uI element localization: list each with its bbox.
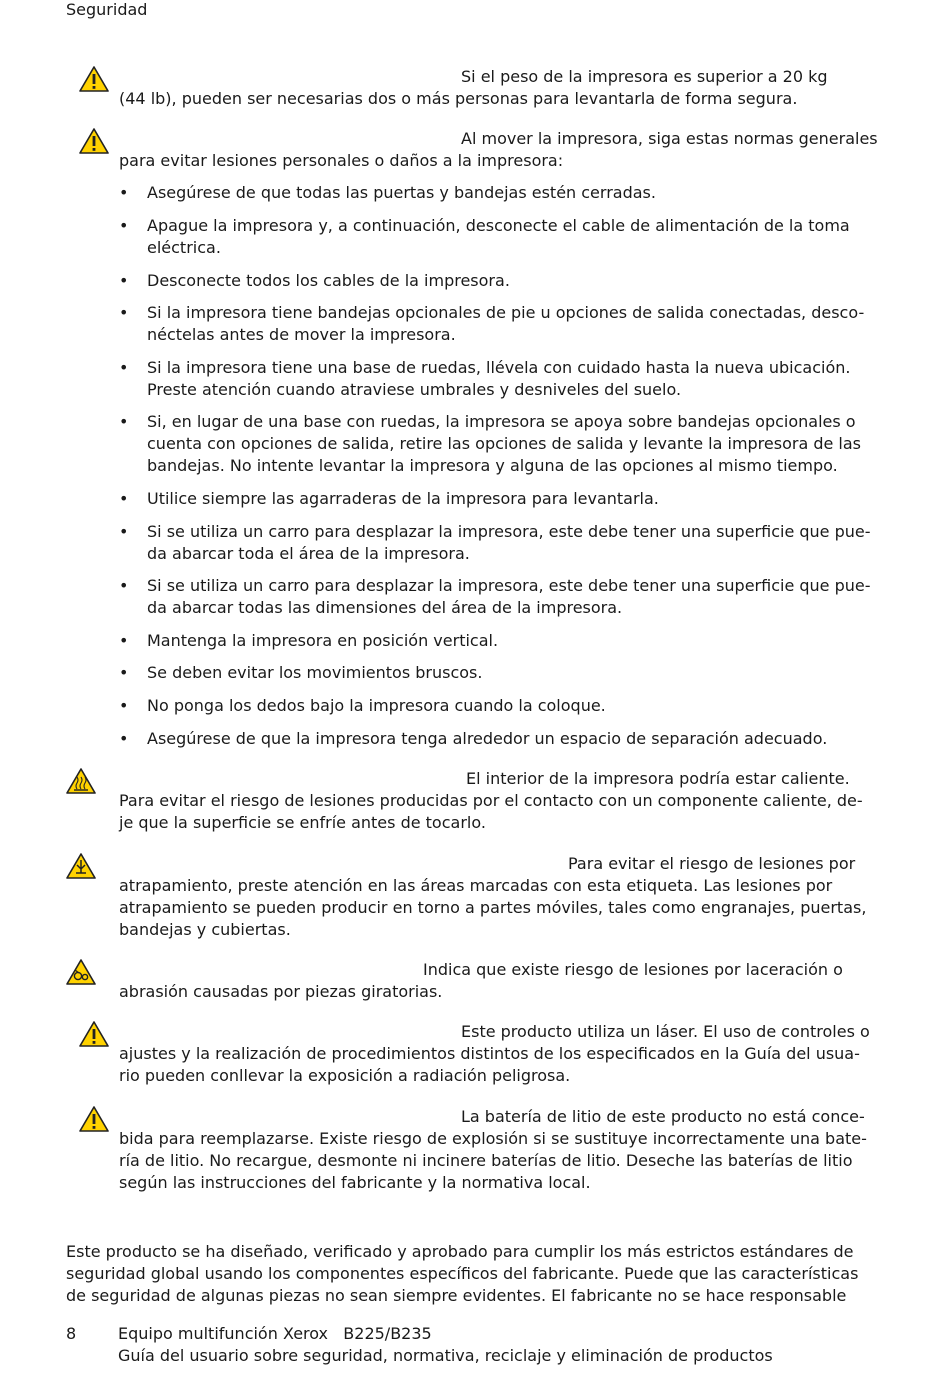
list-item: • Si se utiliza un carro para desplazar la impresora, este debe tener una superficie que pue-da abarcar toda el área de la impresora.: [119, 521, 885, 565]
pinch-hazard-icon: [66, 853, 96, 879]
hot-surface-icon: [66, 768, 96, 794]
list-item: • Si se utiliza un carro para desplazar la impresora, este debe tener una superficie que pue-da abarcar todas las dimensiones del área de la impresora.: [119, 575, 885, 619]
list-item: • Si la impresora tiene una base de ruedas, llévela con cuidado hasta la nueva ubicación. Preste atención cuando atraviese umbrales y desniveles del suelo.: [119, 357, 885, 401]
rotating-parts-icon: [66, 959, 96, 985]
running-header: Seguridad: [66, 0, 148, 19]
page-number: 8: [66, 1324, 77, 1343]
list-item: • No ponga los dedos bajo la impresora cuando la coloque.: [119, 695, 885, 717]
warning-triangle-icon: [79, 66, 109, 92]
list-item: • Se deben evitar los movimientos bruscos.: [119, 662, 885, 684]
hazard-hot-surface: El interior de la impresora podría estar caliente. Para evitar el riesgo de lesiones producidas por el contacto con un componente caliente, de- je que la superficie se enfríe antes de tocarlo.: [119, 769, 863, 832]
list-item: • Apague la impresora y, a continuación, desconecte el cable de alimentación de la toma eléctrica.: [119, 215, 885, 259]
list-item: • Si, en lugar de una base con ruedas, la impresora se apoya sobre bandejas opcionales o cuenta con opciones de salida, retire las opciones de salida y levante la impresora de las bandejas. No intente levantar la impresora y alguna de las opciones al mismo tiempo.: [119, 411, 885, 477]
list-item: • Utilice siempre las agarraderas de la impresora para levantarla.: [119, 488, 885, 510]
footer-product: Equipo multifunción Xerox B225/B235: [118, 1324, 432, 1343]
safety-standards-paragraph: Este producto se ha diseñado, verificado y aprobado para cumplir los más estrictos estándares de seguridad global usando los componentes específicos del fabricante. Puede que las características de seguridad de algunas piezas no sean siempre evidentes. El fabricante no se hace responsable: [66, 1242, 859, 1305]
list-item: • Mantenga la impresora en posición vertical.: [119, 630, 885, 652]
hazard-laser: Este producto utiliza un láser. El uso de controles o ajustes y la realización de procedimientos distintos de los especificados en la Guía del usua- rio pueden conllevar la exposición a radiación peligrosa.: [119, 1022, 870, 1085]
footer-guide-title: Guía del usuario sobre seguridad, normativa, reciclaje y eliminación de productos: [118, 1346, 773, 1365]
hazard-battery: La batería de litio de este producto no está conce- bida para reemplazarse. Existe riesgo de explosión si se sustituye incorrectamente una bate- ría de litio. No recargue, desmonte ni incinere baterías de litio. Deseche las baterías de litio según las instrucciones del fabricante y la normativa local.: [119, 1107, 867, 1192]
warning-moving: Al mover la impresora, siga estas normas generales para evitar lesiones personales o daños a la impresora:: [119, 129, 878, 170]
hazard-rotating: Indica que existe riesgo de lesiones por laceración o abrasión causadas por piezas giratorias.: [119, 960, 843, 1001]
list-item: • Asegúrese de que todas las puertas y bandejas estén cerradas.: [119, 182, 885, 204]
warning-triangle-icon: [79, 128, 109, 154]
list-item: • Asegúrese de que la impresora tenga alrededor un espacio de separación adecuado.: [119, 728, 885, 750]
list-item: • Desconecte todos los cables de la impresora.: [119, 270, 885, 292]
warning-triangle-icon: [79, 1021, 109, 1047]
warning-weight: Si el peso de la impresora es superior a 20 kg (44 lb), pueden ser necesarias dos o más personas para levantarla de forma segura.: [119, 67, 828, 108]
list-item: • Si la impresora tiene bandejas opcionales de pie u opciones de salida conectadas, desco-néctelas antes de mover la impresora.: [119, 302, 885, 346]
hazard-pinch: Para evitar el riesgo de lesiones por atrapamiento, preste atención en las áreas marcadas con esta etiqueta. Las lesiones por atrapamiento se pueden producir en torno a partes móviles, tales como engranajes, puertas, bandejas y cubiertas.: [119, 854, 867, 939]
warning-triangle-icon: [79, 1106, 109, 1132]
